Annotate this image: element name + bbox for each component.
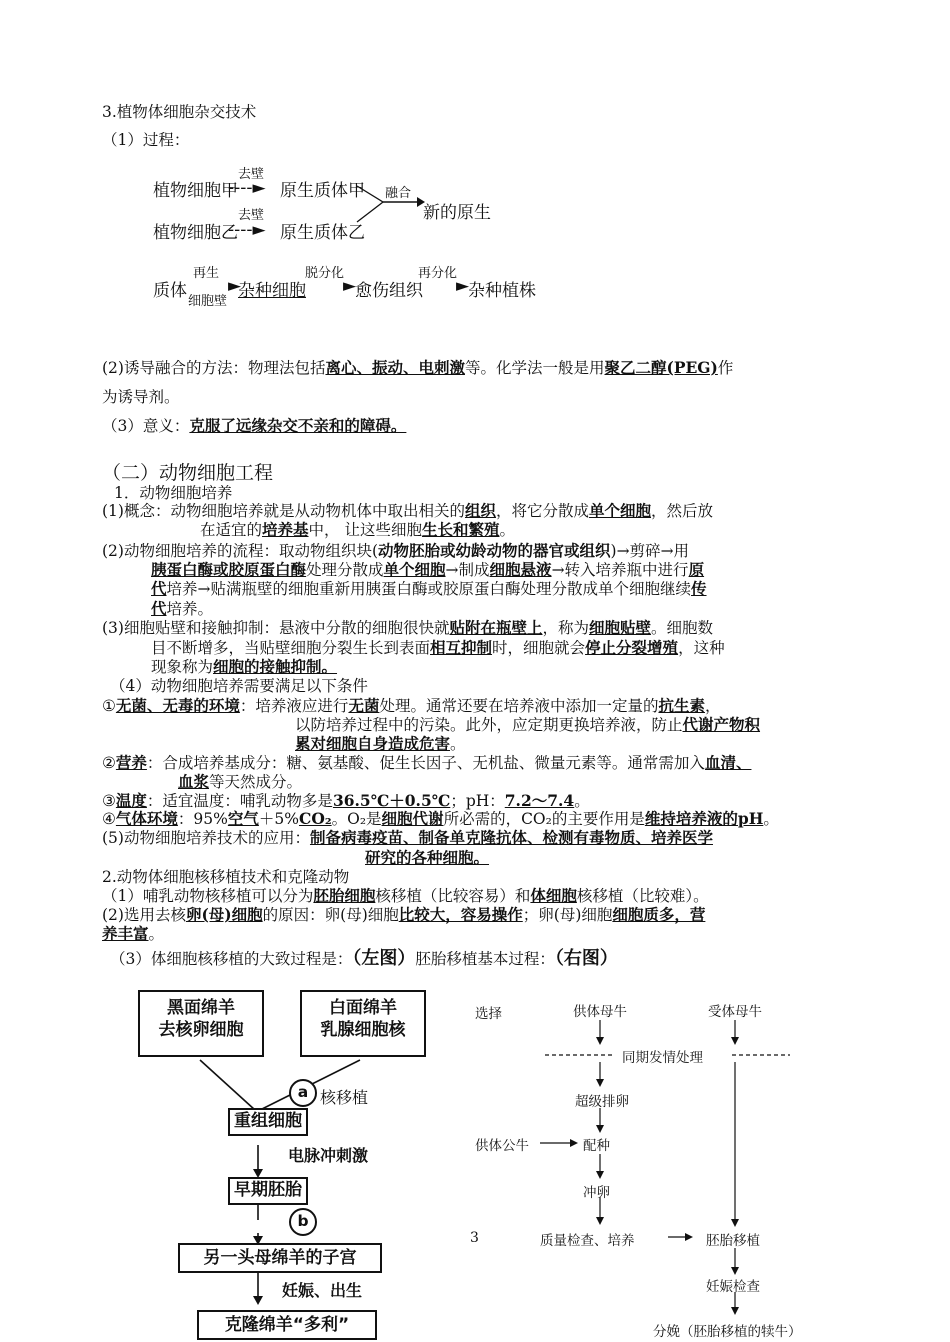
- condition-3: ③温度：适宜温度：哺乳动物多是36.5℃＋0.5℃；pH：7.2～7.4。: [102, 791, 590, 810]
- adhesion-line3: 现象称为细胞的接触抑制。: [151, 657, 338, 676]
- section-2-heading: （二）动物细胞工程: [102, 462, 274, 484]
- step-pulse-label: 电脉冲刺激: [288, 1146, 369, 1165]
- concept-line1: (1)概念：动物细胞培养就是从动物机体中取出相关的组织，将它分散成单个细胞，然后放: [102, 501, 714, 520]
- remove-wall-label-a: 去壁: [238, 167, 265, 182]
- subsection-1-title: 1．动物细胞培养: [114, 484, 233, 502]
- condition-1-line1: ①无菌、无毒的环境：培养液应进行无菌处理。通常还要在培养液中添加一定量的抗生素，: [102, 696, 721, 715]
- fusion-method-line2: 为诱导剂。: [102, 388, 180, 406]
- box-black-sheep-egg: 黑面绵羊 去核卵细胞: [138, 990, 264, 1057]
- nuclear-transfer-3: （3）体细胞核移植的大致过程是：（左图）胚胎移植基本过程：（右图）: [110, 948, 618, 969]
- step-birth-label: 妊娠、出生: [282, 1281, 363, 1300]
- rediff-label: 再分化: [418, 266, 458, 281]
- donor-cow-label: 供体母牛: [573, 1004, 627, 1020]
- protoplast-a-label: 原生质体甲: [280, 181, 365, 201]
- adhesion-line1: (3)细胞贴壁和接触抑制：悬液中分散的细胞很快就贴附在瓶壁上，称为细胞贴壁。细胞数: [102, 618, 714, 637]
- adhesion-line2: 目不断增多，当贴壁细胞分裂生长到表面相互抑制时，细胞就会停止分裂增殖，这种: [151, 638, 725, 657]
- hybrid-plant-label: 杂种植株: [468, 281, 536, 301]
- step-a-label: 核移植: [320, 1088, 369, 1107]
- sync-label: 同期发情处理: [622, 1050, 703, 1066]
- box-dolly: 克隆绵羊“多利”: [197, 1310, 377, 1340]
- box-white-sheep-nucleus: 白面绵羊 乳腺细胞核: [300, 990, 426, 1057]
- box-early-embryo: 早期胚胎: [228, 1177, 308, 1205]
- flow-line3: 代培养→贴满瓶壁的细胞重新用胰蛋白酶或胶原蛋白酶处理分散成单个细胞继续传: [151, 579, 707, 598]
- plasm-label: 质体: [153, 281, 187, 301]
- dashed-arrow-a: ----►: [228, 178, 266, 198]
- flow-line2: 胰蛋白酶或胶原蛋白酶处理分散成单个细胞→制成细胞悬液→转入培养瓶中进行原: [151, 560, 705, 579]
- fusion-method-line1: (2)诱导融合的方法：物理法包括离心、振动、电刺激等。化学法一般是用聚乙二醇(PEG)作: [102, 358, 734, 377]
- donor-bull-label: 供体公牛: [475, 1138, 529, 1154]
- transfer-label: 胚胎移植: [706, 1233, 760, 1249]
- condition-1-line3: 累对细胞自身造成危害。: [295, 734, 466, 753]
- condition-1-line2: 以防培养过程中的污染。此外，应定期更换培养液，防止代谢产物积: [295, 715, 761, 734]
- section-3-title: 3.植物体细胞杂交技术: [102, 103, 257, 121]
- concept-line2: 在适宜的培养基中， 让这些细胞生长和繁殖。: [200, 520, 515, 539]
- arrow-regen: ►: [228, 276, 242, 296]
- cell-b-label: 植物细胞乙: [153, 223, 238, 243]
- process-label: （1）过程：: [102, 131, 190, 149]
- quality-check-label: 质量检查、培养: [540, 1233, 635, 1249]
- flow-line1: (2)动物细胞培养的流程：取动物组织块(动物胚胎或幼龄动物的器官或组织)→剪碎→用: [102, 541, 690, 560]
- step-a-marker: a: [289, 1079, 317, 1107]
- conditions-heading: （4）动物细胞培养需要满足以下条件: [110, 677, 368, 695]
- nuclear-transfer-2-line2: 养丰富。: [102, 924, 165, 943]
- fuse-label: 融合: [385, 186, 412, 201]
- application-line2: 研究的各种细胞。: [365, 848, 490, 867]
- dediff-label: 脱分化: [305, 266, 345, 281]
- cell-a-label: 植物细胞甲: [153, 181, 238, 201]
- box-recombinant-cell: 重组细胞: [228, 1108, 308, 1136]
- box-surrogate-uterus: 另一头母绵羊的子宫: [178, 1243, 382, 1273]
- protoplast-b-label: 原生质体乙: [280, 223, 365, 243]
- arrow-dediff: ►: [343, 276, 357, 296]
- nuclear-transfer-1: （1）哺乳动物核移植可以分为胚胎细胞核移植（比较容易）和体细胞核移植（比较难）。: [102, 886, 709, 905]
- hybrid-cell-label: 杂种细胞: [238, 281, 306, 301]
- recipient-cow-label: 受体母牛: [708, 1004, 762, 1020]
- condition-2-line1: ②营养：合成培养基成分：糖、氨基酸、促生长因子、无机盐、微量元素等。通常需加入血清、: [102, 753, 752, 772]
- pregnancy-check-label: 妊娠检查: [706, 1279, 760, 1295]
- subsection-2-title: 2.动物体细胞核移植技术和克隆动物: [102, 868, 350, 886]
- page-number: 3: [470, 1230, 479, 1246]
- condition-2-line2: 血浆等天然成分。: [178, 772, 303, 791]
- regen-label-1: 再生: [193, 266, 220, 281]
- flush-label: 冲卵: [583, 1185, 610, 1201]
- dashed-arrow-b: ----►: [228, 220, 266, 240]
- significance: （3）意义：克服了远缘杂交不亲和的障碍。: [102, 416, 407, 435]
- birth-label: 分娩（胚胎移植的犊牛）: [653, 1324, 802, 1340]
- superovulation-label: 超级排卵: [575, 1094, 629, 1110]
- remove-wall-label-b: 去壁: [238, 208, 265, 223]
- select-label: 选择: [475, 1006, 502, 1022]
- nuclear-transfer-2-line1: (2)选用去核卵(母)细胞的原因：卵(母)细胞比较大，容易操作；卵(母)细胞细胞质多，营: [102, 905, 706, 924]
- arrow-rediff: ►: [456, 276, 470, 296]
- callus-label: 愈伤组织: [355, 281, 423, 301]
- application-line1: (5)动物细胞培养技术的应用：制备病毒疫苗、制备单克隆抗体、检测有毒物质、培养医学: [102, 828, 713, 847]
- flow-line4: 代培养。: [151, 599, 214, 618]
- step-b-marker: b: [289, 1208, 317, 1236]
- mating-label: 配种: [583, 1138, 610, 1154]
- new-protoplast-label: 新的原生: [423, 203, 491, 223]
- condition-4: ④气体环境：95%空气＋5%CO₂。O₂是细胞代谢所必需的，CO₂的主要作用是维持培养液的pH。: [102, 809, 779, 828]
- regen-label-2: 细胞壁: [188, 294, 228, 309]
